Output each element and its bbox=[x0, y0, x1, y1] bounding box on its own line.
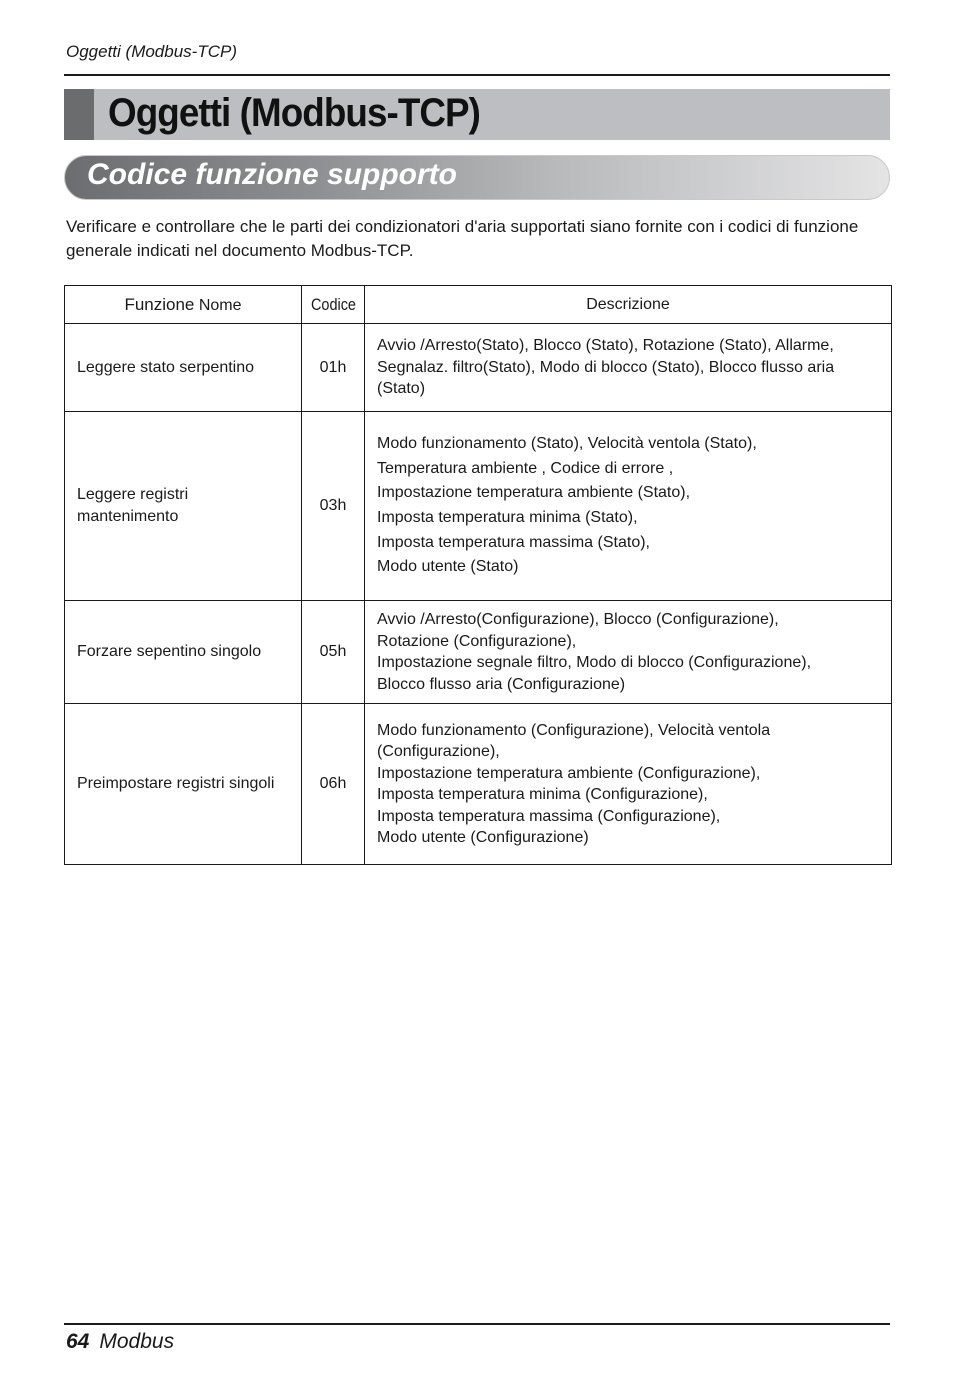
description-line: Imposta temperatura massima (Configurazione), bbox=[377, 807, 721, 825]
description-line: Modo funzionamento (Stato), Velocità ventola (Stato), bbox=[377, 434, 757, 452]
function-code: 03h bbox=[302, 412, 365, 601]
function-description bbox=[365, 412, 892, 601]
function-description bbox=[365, 704, 892, 865]
title-accent-block bbox=[64, 89, 94, 140]
intro-paragraph: Verificare e controllare che le parti dei condizionatori d'aria supportati siano fornite con i codici di funzione generale indicati nel documento Modbus-TCP. bbox=[66, 217, 859, 260]
function-name: Leggere stato serpentino bbox=[65, 324, 302, 412]
function-name: Preimpostare registri singoli bbox=[65, 704, 302, 865]
function-name: Leggere registri mantenimento bbox=[65, 412, 302, 601]
function-code: 06h bbox=[302, 704, 365, 865]
table-row bbox=[65, 412, 892, 601]
header-descrizione-cell bbox=[365, 286, 892, 324]
header-codice-cell bbox=[302, 286, 365, 324]
description-line: Modo utente (Stato) bbox=[377, 558, 519, 576]
function-name: Forzare sepentino singolo bbox=[65, 601, 302, 704]
description-line: Segnalaz. filtro(Stato), Modo di blocco (Stato), Blocco flusso aria bbox=[377, 358, 835, 376]
description-line: Avvio /Arresto(Configurazione), Blocco (Configurazione), bbox=[377, 611, 779, 628]
header-descrizione: Descrizione bbox=[586, 295, 670, 313]
description-line: Blocco flusso aria (Configurazione) bbox=[377, 675, 626, 693]
function-code: 05h bbox=[302, 601, 365, 704]
description-line: (Configurazione), bbox=[377, 743, 500, 760]
table-row bbox=[65, 324, 892, 412]
section-banner bbox=[64, 155, 890, 200]
description-line: Modo utente (Configurazione) bbox=[377, 829, 589, 846]
description-line: Imposta temperatura massima (Stato), bbox=[377, 533, 650, 551]
header-funzione: Funzione bbox=[124, 294, 195, 314]
description-line: Temperatura ambiente , Codice di errore , bbox=[377, 459, 674, 477]
table-row bbox=[65, 601, 892, 704]
footer-label: Modbus bbox=[99, 1330, 175, 1353]
description-line: Impostazione temperatura ambiente (Configurazione), bbox=[377, 764, 761, 782]
function-description bbox=[365, 601, 892, 704]
header-codice: Codice bbox=[310, 294, 356, 314]
description-line: Impostazione segnale filtro, Modo di blocco (Configurazione), bbox=[377, 654, 812, 671]
description-line: Imposta temperatura minima (Stato), bbox=[377, 509, 638, 526]
function-code-table bbox=[64, 285, 892, 865]
footer-divider bbox=[64, 1323, 890, 1325]
description-line: Impostazione temperatura ambiente (Stato), bbox=[377, 484, 691, 502]
section-title: Codice funzione supporto bbox=[87, 158, 457, 191]
function-code: 01h bbox=[302, 324, 365, 412]
function-description bbox=[365, 324, 892, 412]
header-nome: Nome bbox=[198, 296, 242, 314]
description-line: Imposta temperatura minima (Configurazione), bbox=[377, 786, 708, 803]
page-number: 64 bbox=[66, 1330, 90, 1353]
description-line: (Stato) bbox=[377, 380, 426, 398]
table-row bbox=[65, 704, 892, 865]
description-line: Avvio /Arresto(Stato), Blocco (Stato), Rotazione (Stato), Allarme, bbox=[377, 337, 834, 355]
header-divider bbox=[64, 74, 890, 76]
description-line: Rotazione (Configurazione), bbox=[377, 632, 577, 650]
header-funzione-nome bbox=[65, 286, 302, 324]
page-title: Oggetti (Modbus-TCP) bbox=[108, 91, 481, 135]
page-footer bbox=[66, 1330, 174, 1354]
description-line: Modo funzionamento (Configurazione), Velocità ventola bbox=[377, 721, 771, 739]
table-header-row bbox=[65, 286, 892, 324]
running-header: Oggetti (Modbus-TCP) bbox=[66, 42, 237, 61]
title-banner bbox=[64, 89, 890, 140]
